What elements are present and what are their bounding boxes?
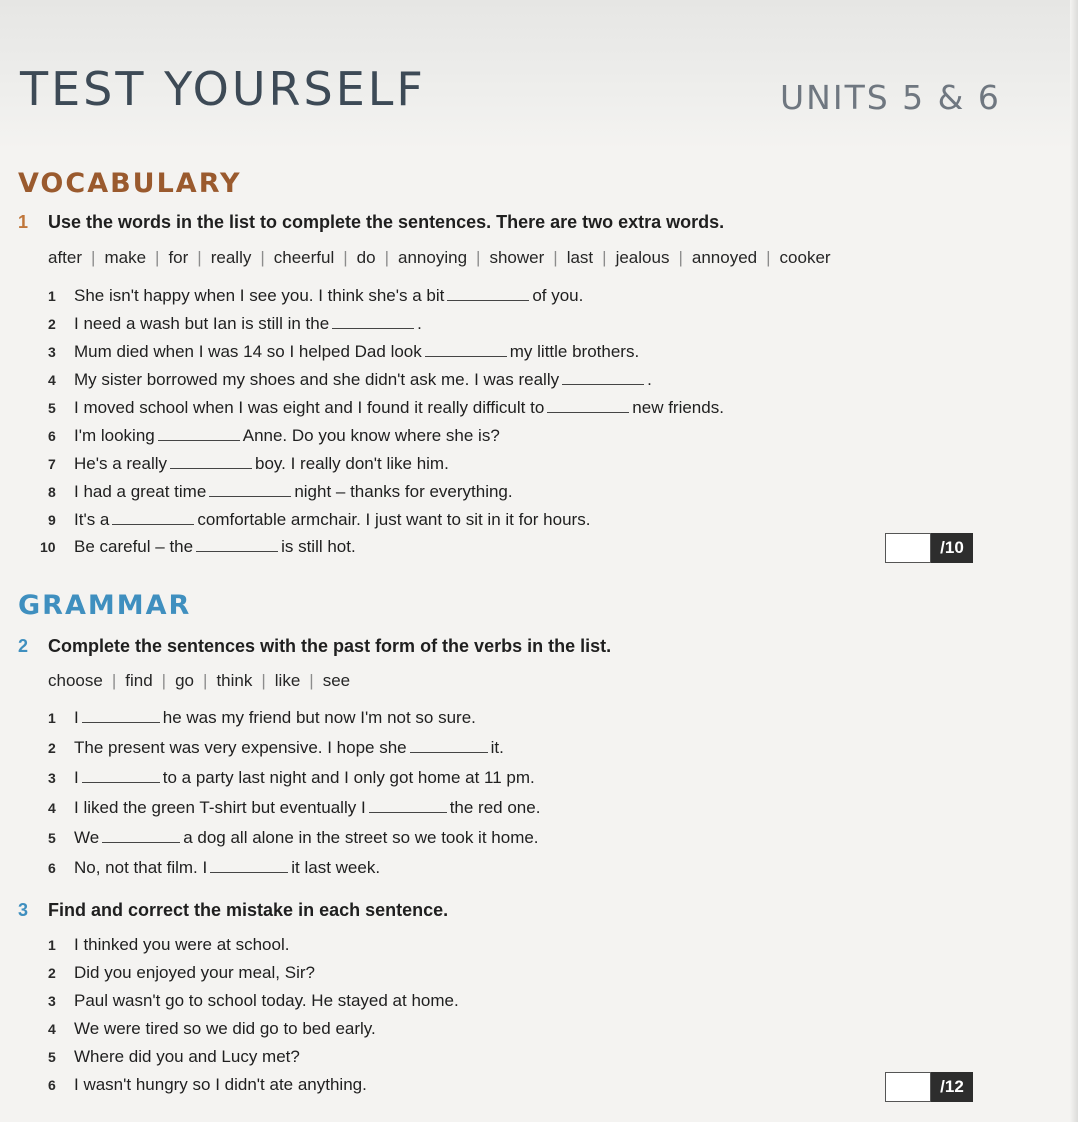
- word-list-item: for: [168, 248, 189, 267]
- grammar-score-box: [885, 1072, 973, 1102]
- item-number: 2: [48, 316, 56, 332]
- vocabulary-heading: VOCABULARY: [18, 168, 242, 199]
- separator: |: [111, 671, 117, 690]
- vocabulary-item: [40, 342, 639, 362]
- word-list-item: annoyed: [691, 248, 758, 267]
- item-text-before: He's a really: [74, 454, 168, 473]
- item-text: I thinked you were at school.: [74, 935, 290, 954]
- word-list-item: do: [356, 248, 376, 267]
- answer-blank[interactable]: [547, 400, 629, 413]
- answer-blank[interactable]: [158, 428, 240, 441]
- answer-blank[interactable]: [196, 539, 278, 552]
- word-list-item: last: [566, 248, 594, 267]
- word-list-item: choose: [48, 671, 103, 690]
- item-number: 2: [48, 740, 56, 756]
- answer-blank[interactable]: [82, 710, 160, 723]
- separator: |: [203, 671, 208, 690]
- answer-blank[interactable]: [102, 830, 180, 843]
- vocabulary-item: [40, 510, 590, 530]
- separator: |: [343, 248, 348, 267]
- separator: |: [384, 248, 390, 267]
- item-text-before: I'm looking: [74, 426, 155, 445]
- word-list-item: shower: [489, 248, 545, 267]
- page-title: TEST YOURSELF: [20, 62, 426, 116]
- units-label: UNITS 5 & 6: [780, 78, 1001, 117]
- item-number: 1: [48, 288, 56, 304]
- item-text-after: boy. I really don't like him.: [255, 454, 449, 473]
- separator: |: [91, 248, 96, 267]
- exercise-2-instruction: [18, 636, 611, 657]
- correction-item: [40, 935, 289, 955]
- word-list-item: like: [274, 671, 301, 690]
- item-number: 3: [48, 993, 56, 1009]
- grammar-item: [40, 708, 476, 728]
- word-list-item: think: [216, 671, 253, 690]
- separator: |: [553, 248, 558, 267]
- item-number: 6: [48, 428, 56, 444]
- item-text-after: of you.: [532, 286, 584, 305]
- item-number: 1: [48, 937, 56, 953]
- item-number: 4: [48, 372, 56, 388]
- word-list-item: cheerful: [273, 248, 335, 267]
- grammar-word-list: [48, 671, 350, 691]
- item-text-before: Mum died when I was 14 so I helped Dad look: [74, 342, 422, 361]
- vocabulary-item: [40, 286, 583, 306]
- item-number: 4: [48, 1021, 56, 1037]
- separator: |: [476, 248, 481, 267]
- item-text-before: I need a wash but Ian is still in the: [74, 314, 330, 333]
- item-text-after: the red one.: [449, 798, 541, 817]
- vocabulary-item: [40, 370, 652, 390]
- answer-blank[interactable]: [82, 770, 160, 783]
- answer-blank[interactable]: [447, 288, 529, 301]
- score-input[interactable]: [885, 1072, 931, 1102]
- item-number: 6: [48, 860, 56, 876]
- vocabulary-item: [40, 537, 356, 557]
- item-text-after: .: [647, 370, 652, 389]
- item-text: Paul wasn't go to school today. He stayed at home.: [74, 991, 459, 1010]
- instruction-text: Complete the sentences with the past form of the verbs in the list.: [48, 636, 612, 656]
- separator: |: [260, 248, 265, 267]
- item-text-before: My sister borrowed my shoes and she didn't ask me. I was really: [74, 370, 560, 389]
- vocabulary-score-box: [885, 533, 973, 563]
- item-text: Where did you and Lucy met?: [74, 1047, 300, 1066]
- item-text-after: it last week.: [291, 858, 381, 877]
- answer-blank[interactable]: [369, 800, 447, 813]
- item-text-before: I had a great time: [74, 482, 207, 501]
- item-text-after: night – thanks for everything.: [294, 482, 513, 501]
- score-total: /10: [931, 533, 973, 563]
- grammar-item: [40, 828, 539, 848]
- item-text-before: I liked the green T-shirt but eventually I: [74, 798, 366, 817]
- word-list-item: find: [125, 671, 153, 690]
- word-list-item: after: [48, 248, 83, 267]
- word-list-item: make: [104, 248, 147, 267]
- vocabulary-item: [40, 314, 422, 334]
- exercise-number: 3: [18, 900, 29, 920]
- separator: |: [678, 248, 683, 267]
- item-number: 10: [40, 539, 56, 555]
- grammar-item: [40, 798, 540, 818]
- exercise-3-instruction: [18, 900, 448, 921]
- vocabulary-item: [40, 482, 513, 502]
- exercise-1-instruction: [18, 212, 724, 233]
- answer-blank[interactable]: [410, 740, 488, 753]
- score-input[interactable]: [885, 533, 931, 563]
- item-text: We were tired so we did go to bed early.: [74, 1019, 376, 1038]
- vocabulary-item: [40, 426, 500, 446]
- item-number: 7: [48, 456, 56, 472]
- separator: |: [766, 248, 771, 267]
- separator: |: [197, 248, 202, 267]
- vocabulary-word-list: [48, 248, 831, 268]
- correction-item: [40, 1075, 367, 1095]
- answer-blank[interactable]: [425, 344, 507, 357]
- exercise-number: 1: [18, 212, 29, 232]
- correction-item: [40, 991, 459, 1011]
- score-total: /12: [931, 1072, 973, 1102]
- separator: |: [161, 671, 167, 690]
- item-number: 6: [48, 1077, 56, 1093]
- answer-blank[interactable]: [209, 484, 291, 497]
- item-text-after: my little brothers.: [509, 342, 640, 361]
- answer-blank[interactable]: [332, 316, 414, 329]
- correction-item: [40, 1019, 376, 1039]
- item-text-before: We: [74, 828, 100, 847]
- instruction-text: Find and correct the mistake in each sentence.: [48, 900, 449, 920]
- answer-blank[interactable]: [112, 512, 194, 525]
- item-text-after: Anne. Do you know where she is?: [242, 426, 500, 445]
- separator: |: [155, 248, 160, 267]
- item-text-before: She isn't happy when I see you. I think she's a bit: [74, 286, 445, 305]
- separator: |: [602, 248, 607, 267]
- item-text-after: to a party last night and I only got home at 11 pm.: [162, 768, 535, 787]
- vocabulary-item: [40, 398, 724, 418]
- correction-item: [40, 1047, 300, 1067]
- item-text-after: new friends.: [632, 398, 724, 417]
- grammar-heading: GRAMMAR: [18, 590, 192, 621]
- item-text-before: Be careful – the: [74, 537, 194, 556]
- item-number: 5: [48, 830, 56, 846]
- item-number: 3: [48, 770, 56, 786]
- item-text-before: No, not that film. I: [74, 858, 208, 877]
- item-number: 5: [48, 1049, 56, 1065]
- item-number: 2: [48, 965, 56, 981]
- word-list-item: jealous: [615, 248, 670, 267]
- word-list-item: cooker: [779, 248, 831, 267]
- word-list-item: go: [175, 671, 195, 690]
- item-text-after: a dog all alone in the street so we took it home.: [183, 828, 539, 847]
- separator: |: [261, 671, 266, 690]
- item-text: I wasn't hungry so I didn't ate anything.: [74, 1075, 367, 1094]
- item-text-after: is still hot.: [281, 537, 356, 556]
- correction-item: [40, 963, 315, 983]
- item-text: Did you enjoyed your meal, Sir?: [74, 963, 315, 982]
- item-text-before: It's a: [74, 510, 110, 529]
- grammar-item: [40, 858, 380, 878]
- item-text-after: .: [417, 314, 422, 333]
- answer-blank[interactable]: [562, 372, 644, 385]
- word-list-item: see: [322, 671, 351, 690]
- item-text-before: I: [74, 768, 79, 787]
- vocabulary-item: [40, 454, 449, 474]
- item-text-before: The present was very expensive. I hope she: [74, 738, 407, 757]
- item-text-after: he was my friend but now I'm not so sure.: [162, 708, 476, 727]
- item-text-before: I: [74, 708, 79, 727]
- separator: |: [309, 671, 314, 690]
- word-list-item: annoying: [398, 248, 468, 267]
- exercise-number: 2: [18, 636, 29, 656]
- item-text-before: I moved school when I was eight and I found it really difficult to: [74, 398, 545, 417]
- answer-blank[interactable]: [210, 860, 288, 873]
- item-text-after: it.: [490, 738, 504, 757]
- grammar-item: [40, 768, 535, 788]
- page-edge-shadow: [1070, 0, 1078, 1122]
- answer-blank[interactable]: [170, 456, 252, 469]
- item-number: 9: [48, 512, 56, 528]
- item-number: 5: [48, 400, 56, 416]
- item-number: 4: [48, 800, 56, 816]
- grammar-item: [40, 738, 504, 758]
- item-number: 3: [48, 344, 56, 360]
- word-list-item: really: [210, 248, 252, 267]
- item-text-after: comfortable armchair. I just want to sit in it for hours.: [197, 510, 591, 529]
- item-number: 8: [48, 484, 56, 500]
- instruction-text: Use the words in the list to complete the sentences. There are two extra words.: [48, 212, 725, 232]
- item-number: 1: [48, 710, 56, 726]
